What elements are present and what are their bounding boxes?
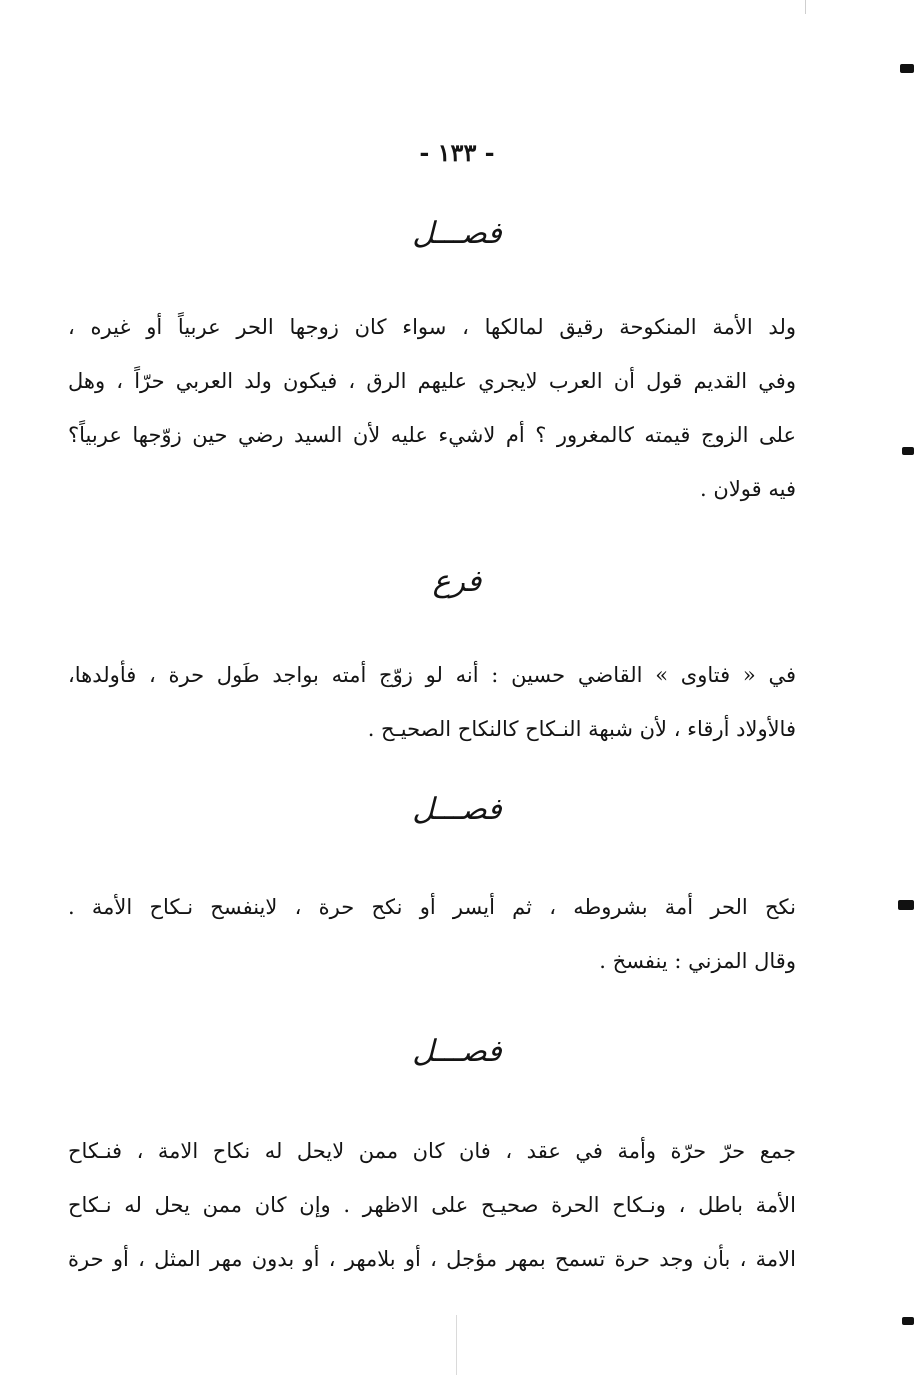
text-line: فالأولاد أرقاء ، لأن شبهة النـكاح كالنكاح الصحيـح .	[367, 717, 796, 741]
text-line: وقال المزني : ينفسخ .	[599, 949, 796, 973]
section-paragraph	[68, 300, 796, 516]
text-line: ولد الأمة المنكوحة رقيق لمالكها ، سواء كان زوجها الحر عربياً أو غيره ،	[68, 315, 796, 339]
section-heading: فصـــل	[412, 792, 502, 827]
text-line: الامة ، بأن وجد حرة تسمح بمهر مؤجل ، أو بلامهر ، أو بدون مهر المثل ، أو حرة	[68, 1247, 796, 1271]
scan-artifact-line	[805, 0, 806, 14]
text-line: وفي القديم قول أن العرب لايجري عليهم الرق ، فيكون ولد العربي حرّاً ، وهل	[68, 369, 796, 393]
section-heading: فصـــل	[412, 1034, 502, 1069]
binding-mark	[902, 1317, 914, 1325]
section-heading: فصـــل	[412, 216, 502, 251]
section-paragraph	[68, 648, 796, 756]
page-number: - ١٣٣ -	[419, 138, 495, 167]
section-paragraph	[68, 1124, 796, 1286]
section-paragraph	[68, 880, 796, 988]
text-line: على الزوج قيمته كالمغرور ؟ أم لاشيء عليه لأن السيد رضي حين زوّجها عربياً؟	[68, 423, 796, 447]
text-line: نكح الحر أمة بشروطه ، ثم أيسر أو نكح حرة ، لاينفسح نـكاح الأمة .	[68, 895, 796, 919]
text-line: في « فتاوى » القاضي حسين : أنه لو زوّج أمته بواجد طَول حرة ، فأولدها،	[68, 663, 796, 687]
text-line: جمع حرّ حرّة وأمة في عقد ، فان كان ممن لايحل له نكاح الامة ، فنـكاح	[68, 1139, 796, 1163]
scan-artifact-line	[456, 1315, 457, 1375]
binding-mark	[898, 900, 914, 910]
binding-mark	[900, 64, 914, 73]
text-line: فيه قولان .	[700, 477, 796, 501]
section-heading: فرع	[432, 564, 482, 599]
text-line: الأمة باطل ، ونـكاح الحرة صحيـح على الاظهر . وإن كان ممن يحل له نـكاح	[68, 1193, 796, 1217]
binding-mark	[902, 447, 914, 455]
